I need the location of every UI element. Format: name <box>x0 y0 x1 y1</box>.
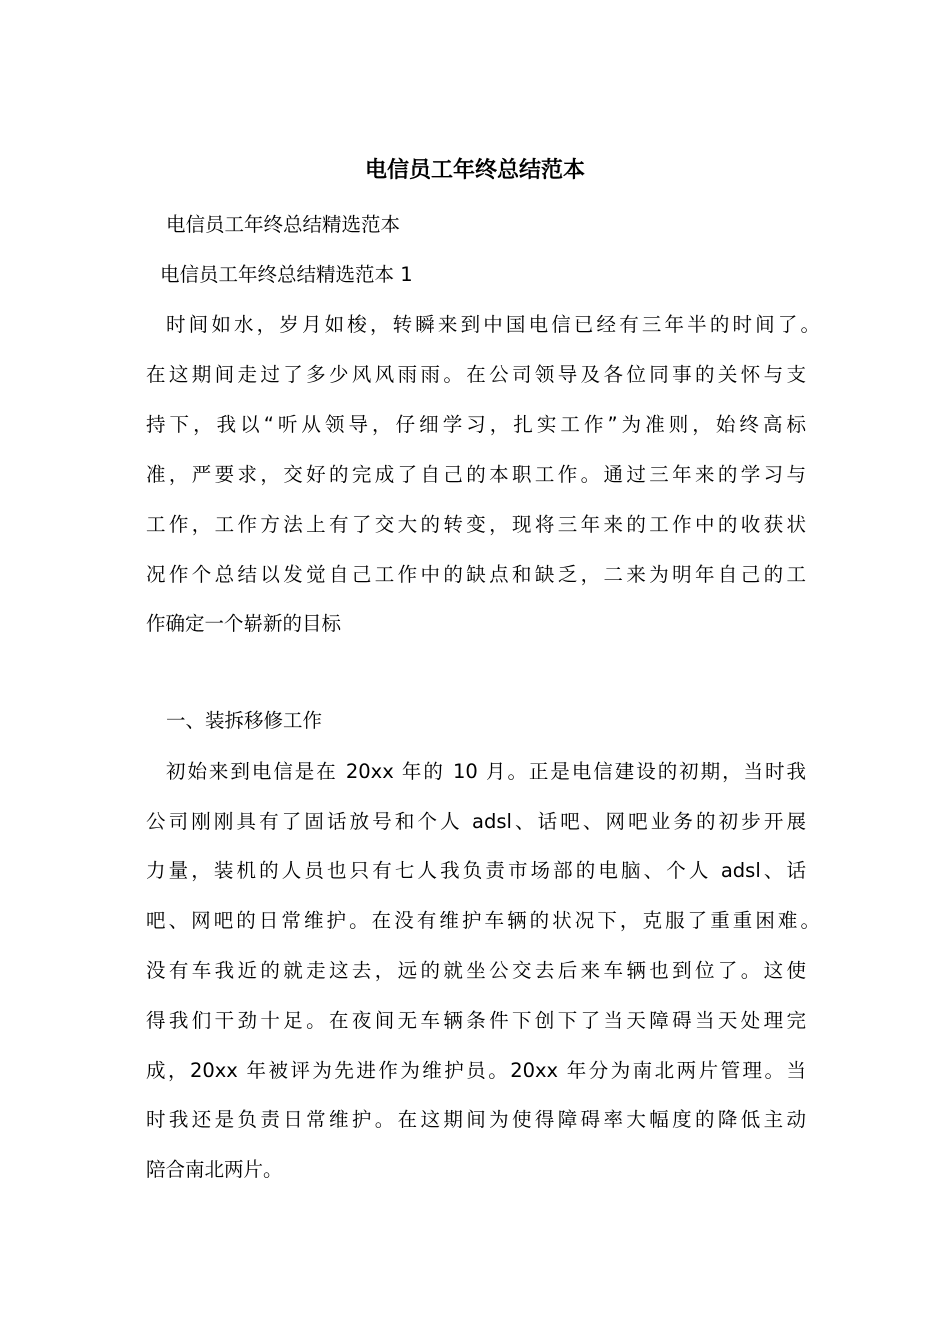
part-heading: 一、装拆移修工作 <box>166 709 323 732</box>
paragraph-line: 持下，我以“听从领导，仔细学习，扎实工作”为准则，始终高标 <box>146 413 806 436</box>
paragraph-line: 得我们干劲十足。在夜间无车辆条件下创下了当天障碍当天处理完 <box>146 1009 806 1032</box>
document-title: 电信员工年终总结范本 <box>364 158 585 183</box>
paragraph-line: 公司刚刚具有了固话放号和个人 adsl、话吧、网吧业务的初步开展 <box>146 810 806 833</box>
paragraph-line: 初始来到电信是在 20xx 年的 10 月。正是电信建设的初期，当时我 <box>166 760 806 783</box>
paragraph-line: 没有车我近的就走这去，远的就坐公交去后来车辆也到位了。这使 <box>146 959 806 982</box>
paragraph-line: 作确定一个崭新的目标 <box>146 612 342 635</box>
document-subtitle: 电信员工年终总结精选范本 <box>166 213 401 236</box>
paragraph-line: 况作个总结以发觉自己工作中的缺点和缺乏，二来为明年自己的工 <box>146 563 806 586</box>
paragraph-line: 准，严要求，交好的完成了自己的本职工作。通过三年来的学习与 <box>146 463 806 486</box>
paragraph-line: 力量，装机的人员也只有七人我负责市场部的电脑、个人 adsl、话 <box>146 859 806 882</box>
paragraph-line: 成，20xx 年被评为先进作为维护员。20xx 年分为南北两片管理。当 <box>146 1059 806 1082</box>
section-heading: 电信员工年终总结精选范本 1 <box>160 263 413 286</box>
paragraph-line: 时我还是负责日常维护。在这期间为使得障碍率大幅度的降低主动 <box>146 1108 806 1131</box>
paragraph-line: 陪合南北两片。 <box>146 1158 283 1181</box>
paragraph-line: 在这期间走过了多少风风雨雨。在公司领导及各位同事的关怀与支 <box>146 363 806 386</box>
paragraph-line: 工作，工作方法上有了交大的转变，现将三年来的工作中的收获状 <box>146 513 806 536</box>
paragraph-line: 吧、网吧的日常维护。在没有维护车辆的状况下，克服了重重困难。 <box>146 909 820 932</box>
paragraph-line: 时间如水，岁月如梭，转瞬来到中国电信已经有三年半的时间了。 <box>166 313 820 336</box>
